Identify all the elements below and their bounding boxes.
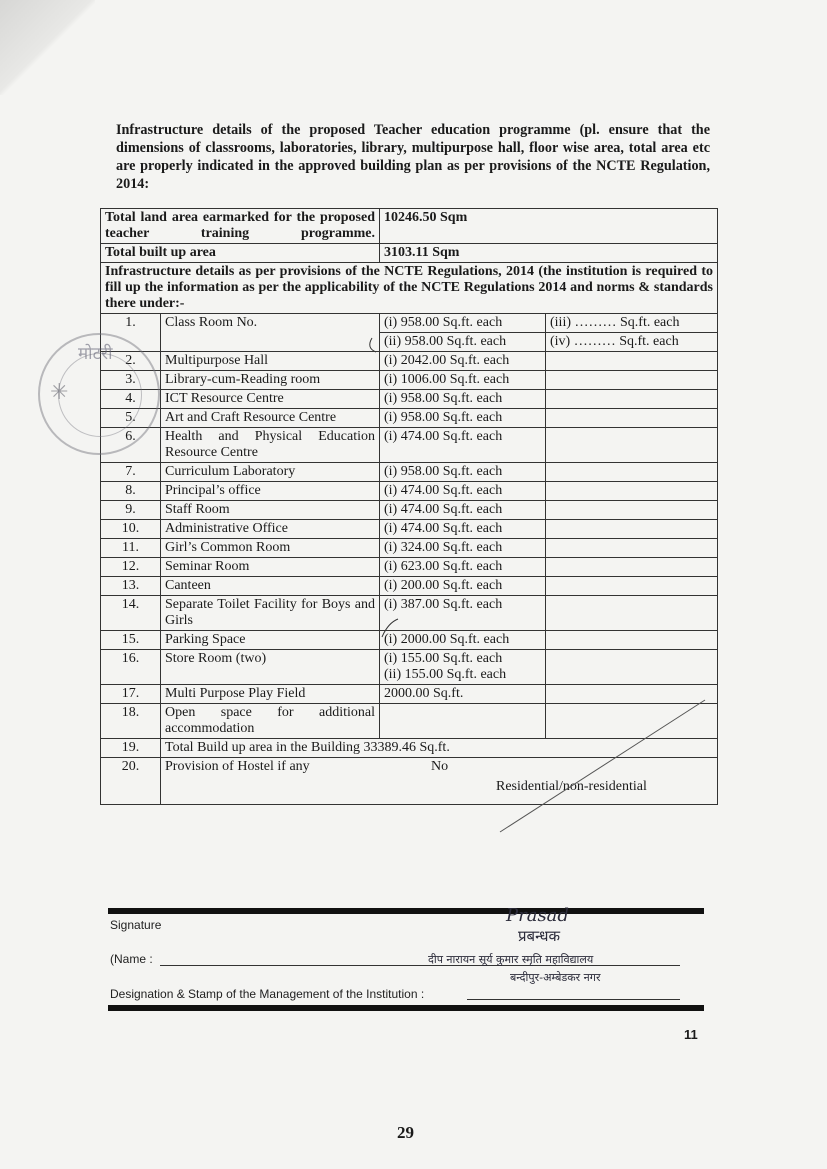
table-row-20 [101,758,718,805]
empty-cell [546,539,718,558]
facility-name: Seminar Room [161,558,380,577]
area-value [380,390,546,409]
table-row [101,428,718,463]
area-value [380,501,546,520]
empty-cell [546,371,718,390]
area-value [380,409,546,428]
area-line: (i) 623.00 Sq.ft. each [384,559,503,574]
signature-label: Signature [110,918,162,932]
area-line: (i) 958.00 Sq.ft. each [384,464,503,479]
star-icon: ✳ [50,379,69,404]
row-number: 6. [101,428,161,463]
area-value [380,704,546,739]
facility-name: Canteen [161,577,380,596]
row-number: 11. [101,539,161,558]
row-number: 4. [101,390,161,409]
designation-line [467,999,680,1000]
facility-name: Library-cum-Reading room [161,371,380,390]
row-number: 17. [101,685,161,704]
bottom-rule [108,1005,704,1011]
area-value [380,352,546,371]
area-value: (i) 958.00 Sq.ft. each [380,314,546,333]
facility-name: Administrative Office [161,520,380,539]
page-fold-shadow [0,0,95,95]
infrastructure-table [100,208,718,805]
facility-name: Open space for additional accommodation [161,704,380,739]
area-line: (i) 2000.00 Sq.ft. each [384,632,510,647]
area-line: (i) 474.00 Sq.ft. each [384,502,503,517]
area-line: (i) 387.00 Sq.ft. each [384,597,503,612]
facility-name: Curriculum Laboratory [161,463,380,482]
area-line: (i) 324.00 Sq.ft. each [384,540,503,555]
area-line: (i) 1006.00 Sq.ft. each [384,372,510,387]
empty-cell [546,352,718,371]
area-value [380,577,546,596]
empty-cell [546,501,718,520]
bottom-page-number: 29 [397,1123,414,1142]
area-value [380,685,546,704]
page-number: 11 [684,1027,698,1042]
built-area-row [101,244,718,263]
row-number: 9. [101,501,161,520]
total-build-up-text: Total Build up area in the Building 33389.46 Sq.ft. [161,739,718,758]
row-number: 3. [101,371,161,390]
facility-name: Store Room (two) [161,650,380,685]
row-number: 13. [101,577,161,596]
row-number: 2. [101,352,161,371]
row-number: 12. [101,558,161,577]
table-row-19 [101,739,718,758]
table-row [101,463,718,482]
facility-rows [101,314,718,739]
empty-cell [546,390,718,409]
facility-name: Parking Space [161,631,380,650]
area-line: (i) 958.00 Sq.ft. each [384,410,503,425]
area-value: (ii) 958.00 Sq.ft. each [380,333,546,352]
facility-name: Health and Physical Education Resource Centre [161,428,380,463]
row-number: 20. [101,758,161,805]
table-row [101,314,718,333]
area-value [380,596,546,631]
table-row [101,577,718,596]
provision-row [101,263,718,314]
table-row [101,685,718,704]
table-row [101,631,718,650]
table-row [101,704,718,739]
area-value-extra: (iii) ……… Sq.ft. each [546,314,718,333]
area-value [380,650,546,685]
row-number: 7. [101,463,161,482]
empty-cell [546,650,718,685]
top-rule [108,908,704,914]
handwritten-signature: Prasad [506,905,569,926]
empty-cell [546,704,718,739]
row-number: 10. [101,520,161,539]
facility-name: Art and Craft Resource Centre [161,409,380,428]
stamp-place: बन्दीपुर-अम्बेडकर नगर [510,971,601,984]
area-line: (ii) 155.00 Sq.ft. each [384,667,507,682]
area-line: (i) 474.00 Sq.ft. each [384,429,503,444]
area-value [380,558,546,577]
name-line [160,965,680,966]
name-label: (Name : [110,952,153,966]
facility-name: Staff Room [161,501,380,520]
facility-name: Separate Toilet Facility for Boys and Girls [161,596,380,631]
empty-cell [546,520,718,539]
area-line: (i) 155.00 Sq.ft. each [384,651,503,666]
provision-text: Infrastructure details as per provisions of the NCTE Regulations, 2014 (the institution is required to fill up the information as per the applicability of the NCTE Regulations 2014 and norms & standards there under:- [101,263,718,314]
table-row [101,409,718,428]
row-number: 18. [101,704,161,739]
facility-name: ICT Resource Centre [161,390,380,409]
designation-label: Designation & Stamp of the Management of the Institution : [110,987,425,1001]
area-value-extra: (iv) ……… Sq.ft. each [546,333,718,352]
land-area-label: Total land area earmarked for the proposed teacher training programme. [101,209,380,244]
table-row [101,371,718,390]
facility-name: Multipurpose Hall [161,352,380,371]
area-line: (i) 474.00 Sq.ft. each [384,483,503,498]
area-value [380,371,546,390]
row-number: 5. [101,409,161,428]
row-number: 16. [101,650,161,685]
stamp-text: मोटरी [78,344,113,364]
area-value [380,463,546,482]
area-value [380,482,546,501]
area-value [380,428,546,463]
row-number: 14. [101,596,161,631]
hostel-subtext: Residential/non-residential [496,779,647,794]
facility-name: Multi Purpose Play Field [161,685,380,704]
empty-cell [546,463,718,482]
empty-cell [546,428,718,463]
table-row [101,520,718,539]
table-row [101,482,718,501]
table-row [101,390,718,409]
table-row [101,596,718,631]
hostel-label: Provision of Hostel if any [165,759,310,774]
row-number: 15. [101,631,161,650]
land-area-row [101,209,718,244]
empty-cell [546,409,718,428]
hostel-cell [161,758,718,805]
land-area-value: 10246.50 Sqm [380,209,718,244]
area-line: (i) 200.00 Sq.ft. each [384,578,503,593]
table-row [101,558,718,577]
intro-paragraph: Infrastructure details of the proposed Teacher education programme (pl. ensure that the dimensions of classrooms, laboratories, library, multipurpose hall, floor wise area, total area etc are properly indicated in the approved building plan as per provisions of the NCTE Regulation, 2014: [116,122,710,192]
area-value [380,631,546,650]
stamp-institution-name: दीप नारायन सूर्य कुमार स्मृति महाविद्यालय [428,953,594,966]
table-row [101,539,718,558]
hostel-value: No [431,759,449,774]
table-row [101,650,718,685]
facility-name: Class Room No. [161,314,380,352]
area-line: (i) 2042.00 Sq.ft. each [384,353,510,368]
table-row [101,501,718,520]
row-number: 8. [101,482,161,501]
empty-cell [546,596,718,631]
area-line: (i) 474.00 Sq.ft. each [384,521,503,536]
area-line: 2000.00 Sq.ft. [384,686,464,701]
built-area-value: 3103.11 Sqm [380,244,718,263]
empty-cell [546,577,718,596]
table-row [101,352,718,371]
facility-name: Girl’s Common Room [161,539,380,558]
empty-cell [546,482,718,501]
facility-name: Principal’s office [161,482,380,501]
built-area-label: Total built up area [101,244,380,263]
empty-cell [546,631,718,650]
stamp-designation: प्रबन्धक [518,927,561,945]
empty-cell [546,685,718,704]
row-number: 1. [101,314,161,352]
area-value [380,539,546,558]
row-number: 19. [101,739,161,758]
area-value [380,520,546,539]
empty-cell [546,558,718,577]
area-line: (i) 958.00 Sq.ft. each [384,391,503,406]
